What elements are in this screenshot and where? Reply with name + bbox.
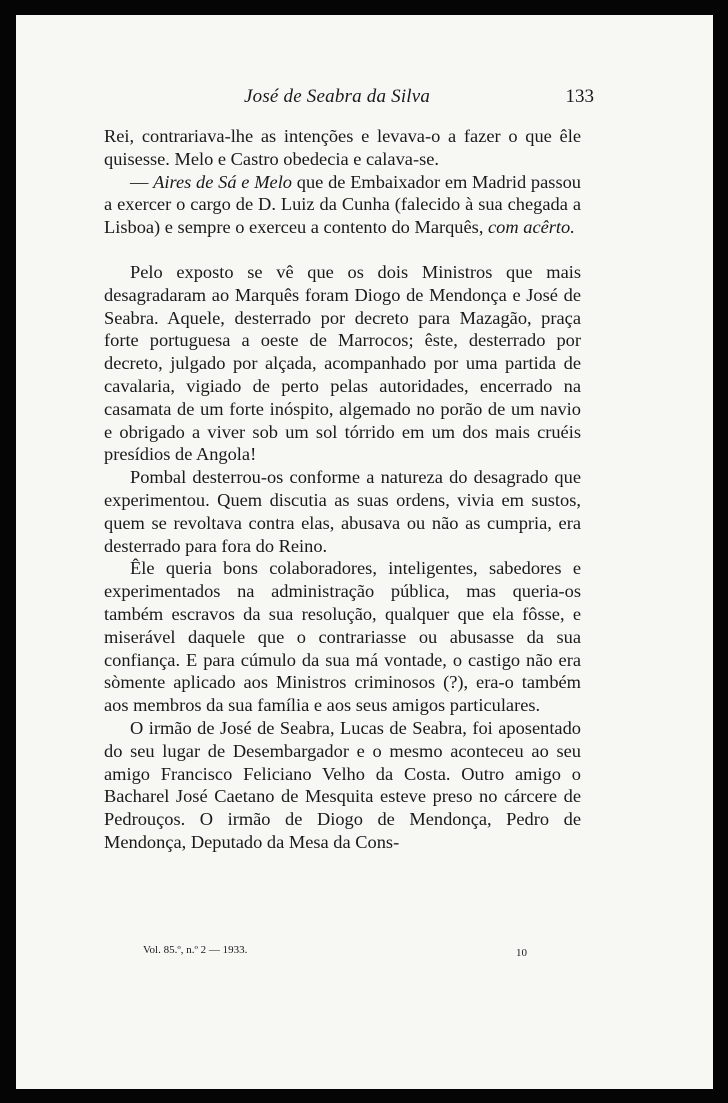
page-number: 133 [565, 86, 594, 107]
page-footer [143, 944, 543, 962]
running-title: José de Seabra da Silva [244, 86, 431, 107]
page-header [104, 86, 594, 112]
volume-signature: Vol. 85.º, n.º 2 — 1933. [143, 944, 248, 956]
paragraph-3: Pelo exposto se vê que os dois Ministros que mais desagradaram ao Marquês foram Diogo de Mendonça e José de Seabra. Aquele, desterrado por decreto para Mazagão, praça forte portuguesa a oeste de Marrocos; êste, desterrado por decreto, julgado por alçada, acompanhado por uma partida de cavalaria, vigiado de perto pelas autoridades, encerrado na casamata de um forte inóspito, algemado no porão de um navio e obrigado a viver sob um sol tórrido em um dos mais cruéis presídios de Angola! [104, 261, 581, 465]
paragraph-2-dash: — [130, 171, 154, 192]
body-text [104, 125, 581, 854]
paragraph-2-name: Aires de Sá e Melo [153, 171, 293, 192]
paragraph-5: Êle queria bons colaboradores, inteligentes, sabedores e experimentados na administração pública, mas queria-os também escravos da sua resolução, qualquer que ela fôsse, e miserável daquele que o contrariasse ou abusasse da sua confiança. E para cúmulo da sua má vontade, o castigo não era sòmente aplicado aos Ministros criminosos (?), era-o também aos membros da sua família e aos seus amigos particulares. [104, 558, 581, 716]
paragraph-1: Rei, contrariava-lhe as intenções e levava-o a fazer o que êle quisesse. Melo e Castro obedecia e calava-se. [104, 126, 581, 169]
paragraph-4: Pombal desterrou-os conforme a natureza do desagrado que experimentou. Quem discutia as suas ordens, vivia em sustos, quem se revoltava contra elas, abusava ou não as cumpria, era desterrado para fora do Reino. [104, 467, 581, 556]
paragraph-6: O irmão de José de Seabra, Lucas de Seabra, foi aposentado do seu lugar de Desembargador e o mesmo aconteceu ao seu amigo Francisco Feliciano Velho da Costa. Outro amigo o Bacharel José Caetano de Mesquita esteve preso no cárcere de Pedrouços. O irmão de Diogo de Mendonça, Pedro de Mendonça, Deputado da Mesa da Cons- [104, 717, 581, 852]
paragraph-2-text: que de Embaixador em Madrid passou a exercer o cargo de D. Luiz da Cunha (falecido à sua chegada a Lisboa) e sempre o exerceu a contento do Marquês, [104, 171, 581, 238]
paragraph-2-end: com acêrto. [488, 217, 575, 238]
sheet-number: 10 [516, 947, 527, 959]
paragraph-2 [104, 171, 581, 239]
